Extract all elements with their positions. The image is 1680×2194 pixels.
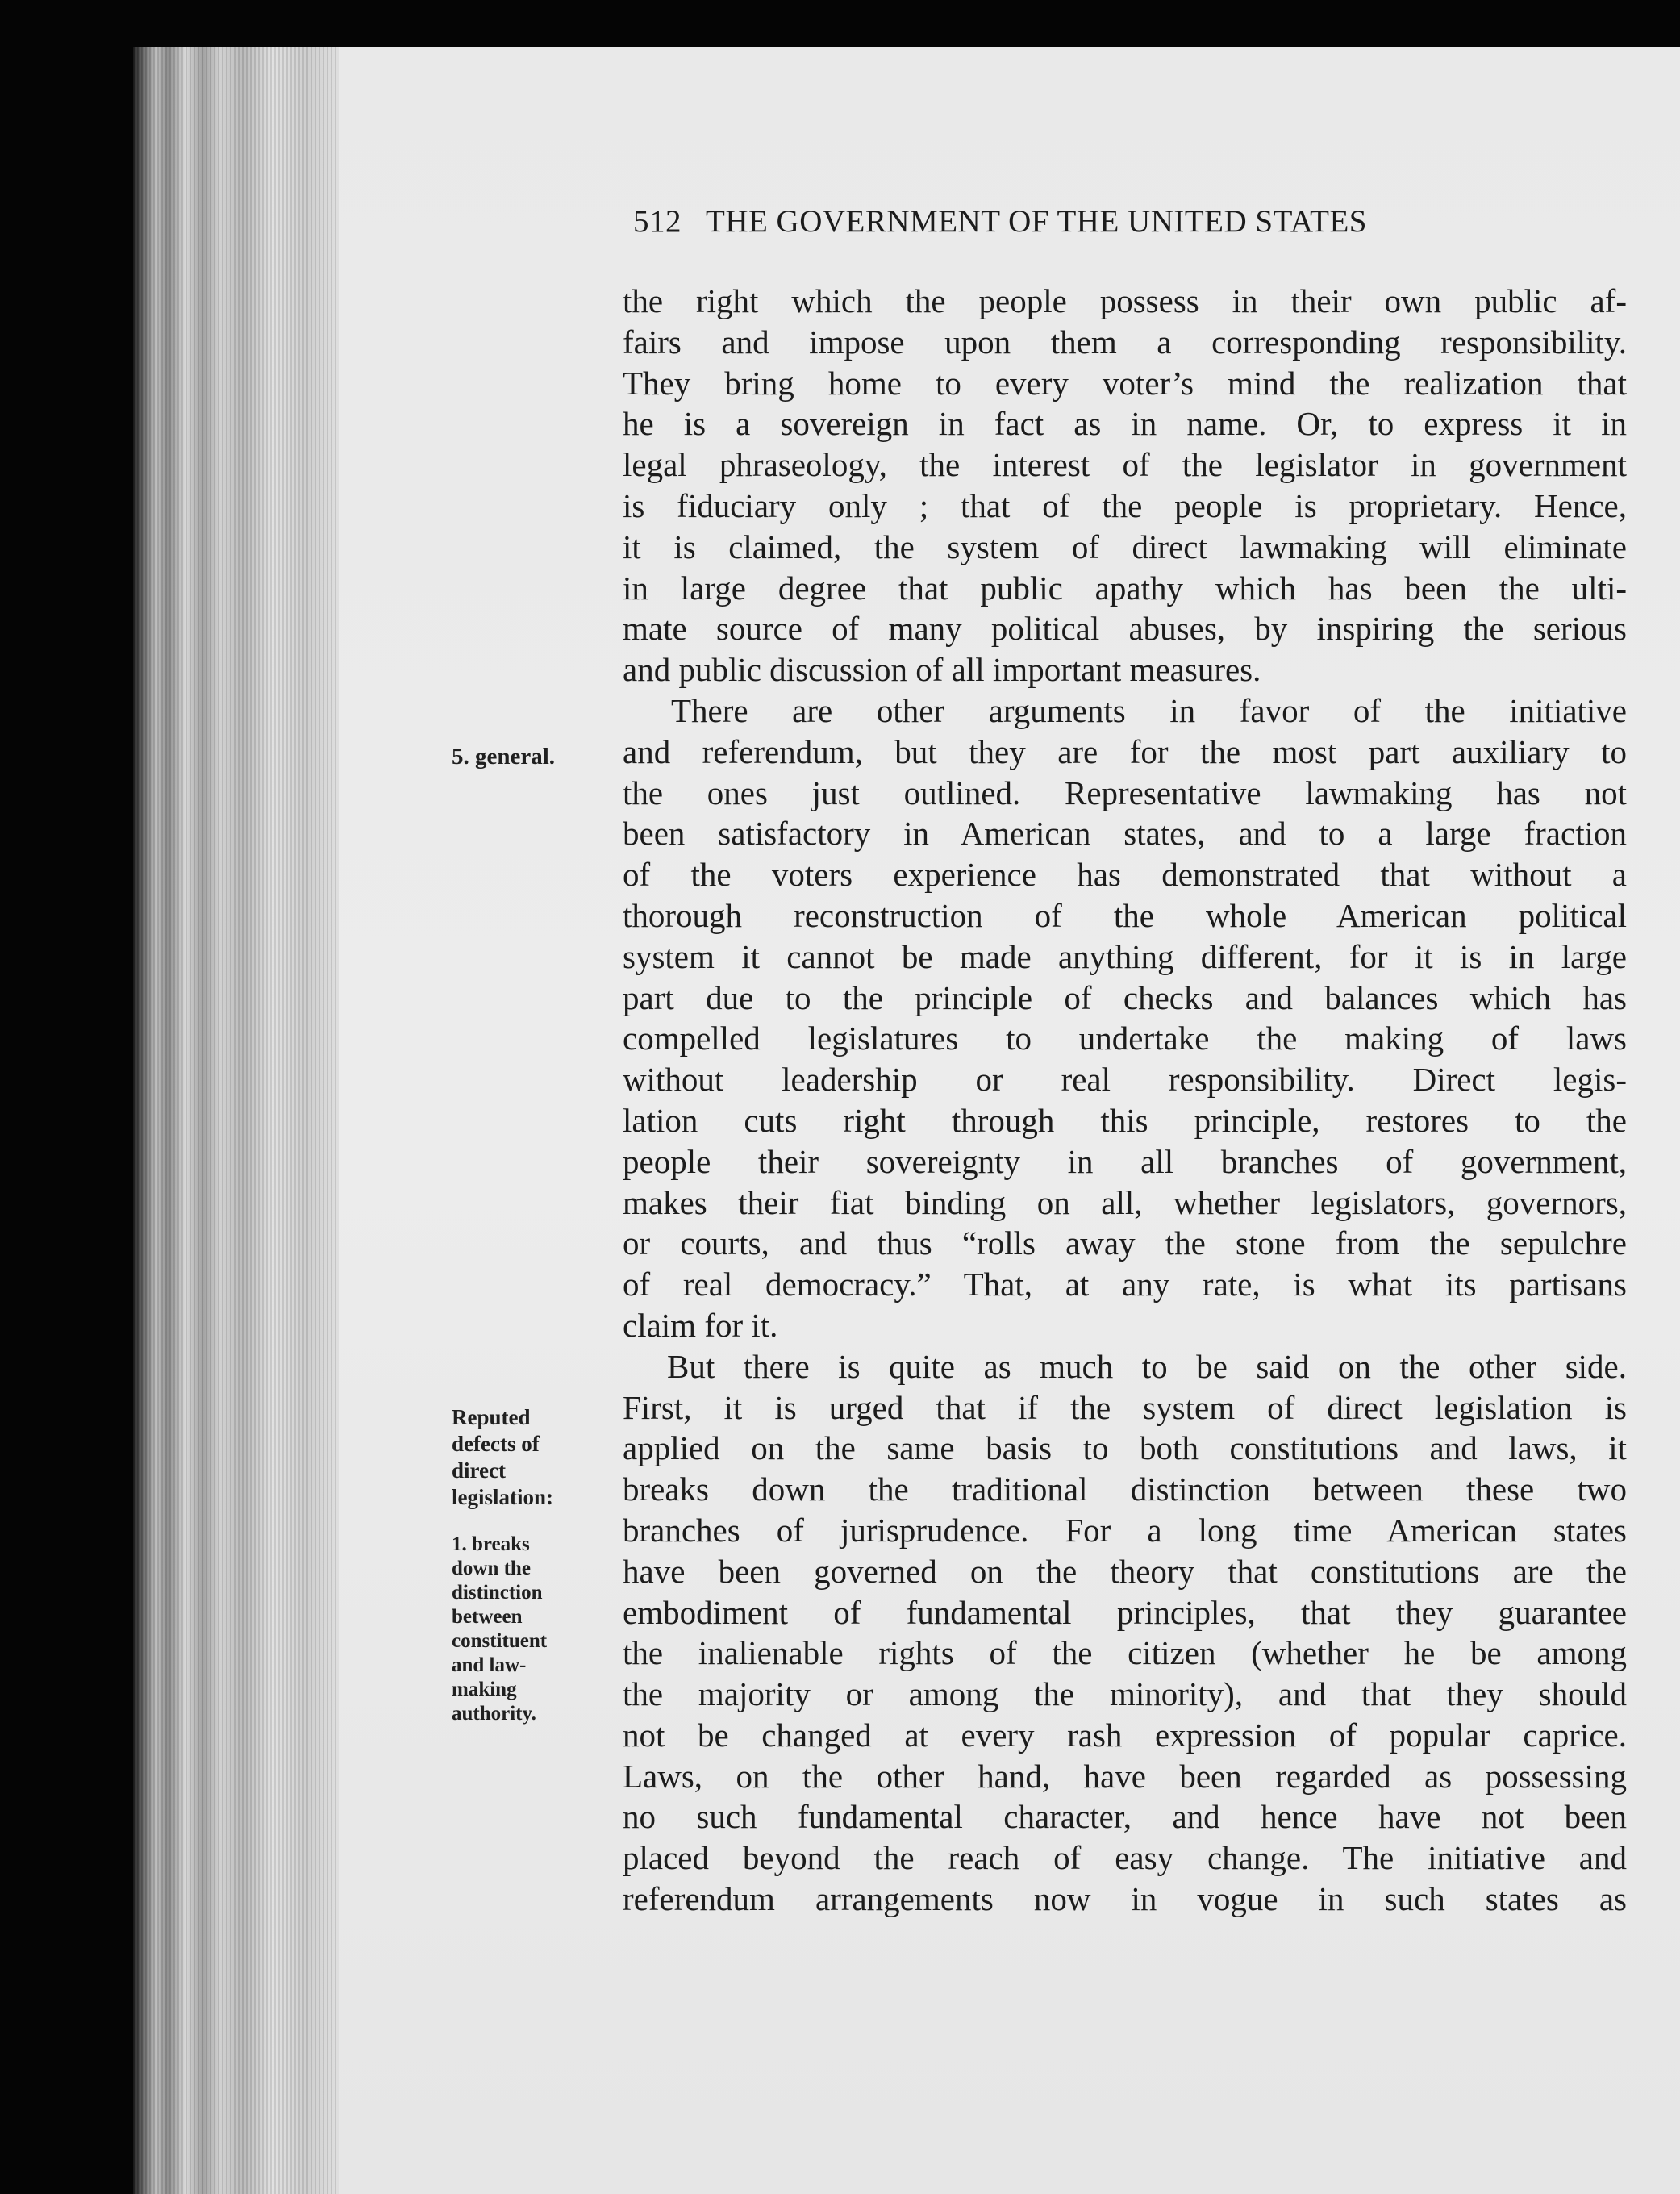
paragraph-1	[623, 281, 1627, 690]
margin-note-line: and law-	[452, 1654, 527, 1676]
text-line: Laws, on the other hand, have been regarded as possessing	[623, 1757, 1627, 1795]
text-line: compelled legislatures to undertake the making of laws	[623, 1020, 1627, 1057]
text-line: mate source of many political abuses, by inspiring the serious	[623, 610, 1627, 648]
text-line: the ones just outlined. Representative lawmaking has not	[623, 774, 1627, 811]
book-page	[339, 47, 1680, 2194]
text-line: placed beyond the reach of easy change. The initiative and	[623, 1839, 1627, 1877]
text-line: First, it is urged that if the system of direct legislation is	[623, 1388, 1627, 1426]
page-number: 512	[633, 204, 682, 239]
running-title: THE GOVERNMENT OF THE UNITED STATES	[706, 204, 1367, 239]
running-head	[633, 203, 1680, 240]
text-line: legal phraseology, the interest of the legislator in government	[623, 446, 1627, 484]
text-line: in large degree that public apathy which has been the ulti-	[623, 569, 1627, 607]
text-line: is fiduciary only ; that of the people is proprietary. Hence,	[623, 486, 1627, 524]
margin-note-line: Reputed	[452, 1405, 531, 1429]
text-line: the right which the people possess in their own public af-	[623, 282, 1627, 319]
text-line: and referendum, but they are for the most part auxiliary to	[623, 732, 1627, 770]
text-line: breaks down the traditional distinction between these two	[623, 1470, 1627, 1508]
text-line: lation cuts right through this principle, restores to the	[623, 1101, 1627, 1139]
margin-note-breaks-down	[452, 1533, 613, 1726]
text-line: or courts, and thus “rolls away the stone from the sepulchre	[623, 1224, 1627, 1262]
text-line: branches of jurisprudence. For a long time American states	[623, 1511, 1627, 1549]
text-line: the inalienable rights of the citizen (whether he be among	[623, 1634, 1627, 1672]
text-line: embodiment of fundamental principles, that they guarantee	[623, 1593, 1627, 1631]
text-line: without leadership or real responsibility. Direct legis-	[623, 1061, 1627, 1099]
text-line: have been governed on the theory that constitutions are the	[623, 1552, 1627, 1590]
margin-note-line: legislation:	[452, 1485, 553, 1509]
margin-note-line: between	[452, 1606, 523, 1628]
text-line: There are other arguments in favor of the initiative	[671, 691, 1627, 729]
text-line: the majority or among the minority), and that they should	[623, 1675, 1627, 1713]
text-line: people their sovereignty in all branches of government,	[623, 1142, 1627, 1180]
margin-note-line: constituent	[452, 1630, 548, 1652]
text-line: claim for it.	[623, 1306, 778, 1344]
text-line: They bring home to every voter’s mind the realization that	[623, 364, 1627, 402]
text-line: referendum arrangements now in vogue in such states as	[623, 1880, 1627, 1918]
text-line: of real democracy.” That, at any rate, is what its partisans	[623, 1266, 1627, 1303]
margin-note-line: down the	[452, 1558, 531, 1579]
paragraph-2	[623, 690, 1627, 1346]
margin-note-line: direct	[452, 1458, 506, 1483]
text-line: makes their fiat binding on all, whether legislators, governors,	[623, 1183, 1627, 1221]
margin-note-line: making	[452, 1679, 517, 1700]
margin-note-line: 1. breaks	[452, 1533, 530, 1555]
body-text	[623, 281, 1627, 1920]
text-line: and public discussion of all important measures.	[623, 651, 1261, 689]
margin-note-line: defects of	[452, 1432, 540, 1456]
text-line: been satisfactory in American states, and to a large fraction	[623, 815, 1627, 853]
paragraph-3	[623, 1346, 1627, 1920]
text-line: no such fundamental character, and hence have not been	[623, 1798, 1627, 1836]
text-line: thorough reconstruction of the whole American political	[623, 896, 1627, 934]
text-line: part due to the principle of checks and balances which has	[623, 978, 1627, 1016]
text-line: fairs and impose upon them a corresponding responsibility.	[623, 323, 1627, 361]
text-line: system it cannot be made anything different, for it is in large	[623, 937, 1627, 975]
text-line: it is claimed, the system of direct lawmaking will eliminate	[623, 528, 1627, 565]
margin-note-line: authority.	[452, 1703, 536, 1725]
text-line: not be changed at every rash expression of popular caprice.	[623, 1716, 1627, 1754]
text-line: applied on the same basis to both constitutions and laws, it	[623, 1429, 1627, 1467]
text-line: But there is quite as much to be said on the other side.	[667, 1347, 1627, 1385]
text-line: of the voters experience has demonstrated that without a	[623, 856, 1627, 894]
margin-note-reputed-defects	[452, 1404, 613, 1511]
text-line: he is a sovereign in fact as in name. Or, to express it in	[623, 405, 1627, 443]
margin-note-line: distinction	[452, 1582, 543, 1604]
margin-note-general: 5. general.	[452, 744, 556, 770]
